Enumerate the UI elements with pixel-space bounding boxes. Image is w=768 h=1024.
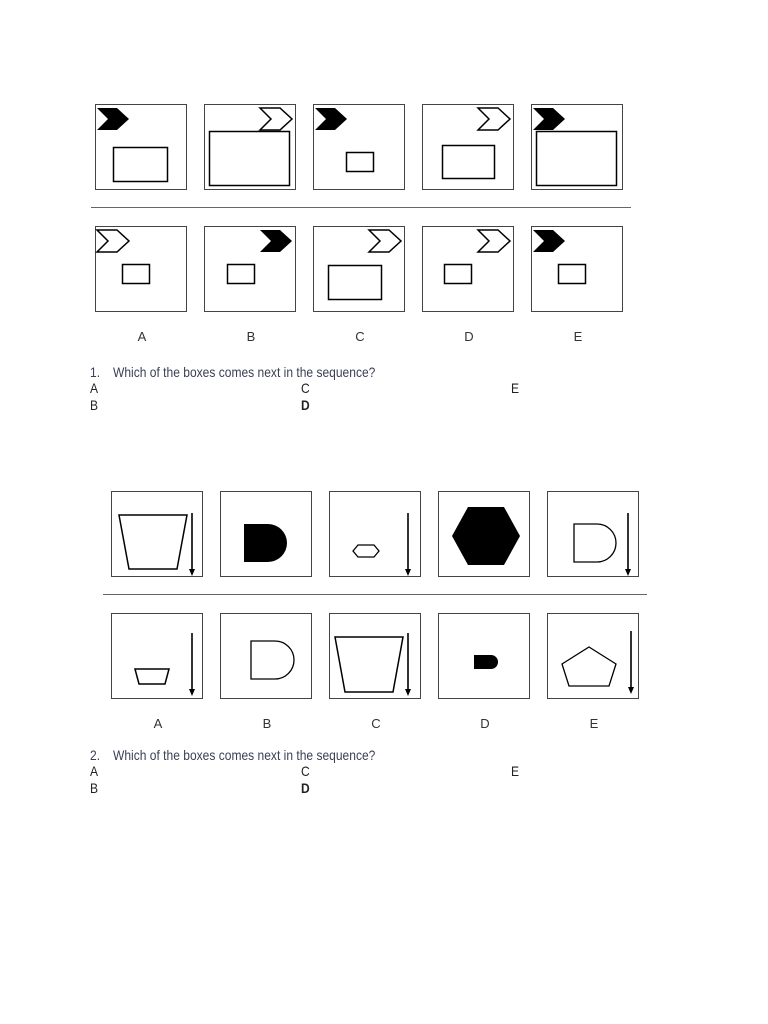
q2-sequence-tile-2 bbox=[220, 491, 312, 577]
q2-divider bbox=[103, 594, 647, 595]
q1-answer-d[interactable]: D bbox=[301, 397, 310, 413]
q2-number: 2. bbox=[90, 747, 101, 763]
q2-answer-b[interactable]: B bbox=[90, 780, 99, 796]
q1-option-label-c: C bbox=[355, 329, 365, 344]
q1-divider bbox=[91, 207, 631, 208]
trapezoid-shape bbox=[335, 637, 403, 692]
q2-sequence-tile-1 bbox=[111, 491, 203, 577]
trapezoid-shape bbox=[135, 669, 169, 684]
q2-option-tile-d bbox=[438, 613, 530, 699]
q1-answer-b[interactable]: B bbox=[90, 397, 99, 413]
q1-sequence-tile-5 bbox=[531, 104, 623, 190]
q2-option-label-e: E bbox=[589, 716, 599, 731]
q2-answer-c[interactable]: C bbox=[301, 763, 310, 779]
q1-number: 1. bbox=[90, 364, 101, 380]
q2-option-tile-b bbox=[220, 613, 312, 699]
q1-option-tile-d bbox=[422, 226, 514, 312]
hexagon-shape bbox=[353, 545, 379, 557]
q2-sequence-tile-5 bbox=[547, 491, 639, 577]
q2-answer-d[interactable]: D bbox=[301, 780, 310, 796]
q1-option-tile-c bbox=[313, 226, 405, 312]
q2-question-text: Which of the boxes comes next in the sequence? bbox=[113, 747, 376, 763]
q1-sequence-tile-2 bbox=[204, 104, 296, 190]
q1-question-text: Which of the boxes comes next in the sequence? bbox=[113, 364, 376, 380]
q1-sequence-tile-1 bbox=[95, 104, 187, 190]
q2-option-tile-c bbox=[329, 613, 421, 699]
q1-option-label-a: A bbox=[137, 329, 147, 344]
q2-answer-a[interactable]: A bbox=[90, 763, 99, 779]
q1-answer-a[interactable]: A bbox=[90, 380, 99, 396]
q2-sequence-tile-3 bbox=[329, 491, 421, 577]
q2-option-label-a: A bbox=[153, 716, 163, 731]
q2-option-label-d: D bbox=[480, 716, 490, 731]
q2-answer-e[interactable]: E bbox=[511, 763, 520, 779]
d-shape bbox=[474, 655, 498, 669]
d-shape bbox=[244, 524, 287, 562]
q1-option-label-e: E bbox=[573, 329, 583, 344]
d-shape bbox=[251, 641, 294, 679]
q1-option-label-d: D bbox=[464, 329, 474, 344]
q1-option-tile-a bbox=[95, 226, 187, 312]
q2-option-tile-e bbox=[547, 613, 639, 699]
q1-answer-c[interactable]: C bbox=[301, 380, 310, 396]
q2-option-label-c: C bbox=[371, 716, 381, 731]
q1-option-tile-b bbox=[204, 226, 296, 312]
q2-option-label-b: B bbox=[262, 716, 272, 731]
q1-option-tile-e bbox=[531, 226, 623, 312]
q2-option-tile-a bbox=[111, 613, 203, 699]
q1-answer-e[interactable]: E bbox=[511, 380, 520, 396]
d-shape bbox=[574, 524, 616, 562]
q1-sequence-tile-3 bbox=[313, 104, 405, 190]
trapezoid-shape bbox=[119, 515, 187, 569]
q1-option-label-b: B bbox=[246, 329, 256, 344]
q2-sequence-tile-4 bbox=[438, 491, 530, 577]
q1-sequence-tile-4 bbox=[422, 104, 514, 190]
